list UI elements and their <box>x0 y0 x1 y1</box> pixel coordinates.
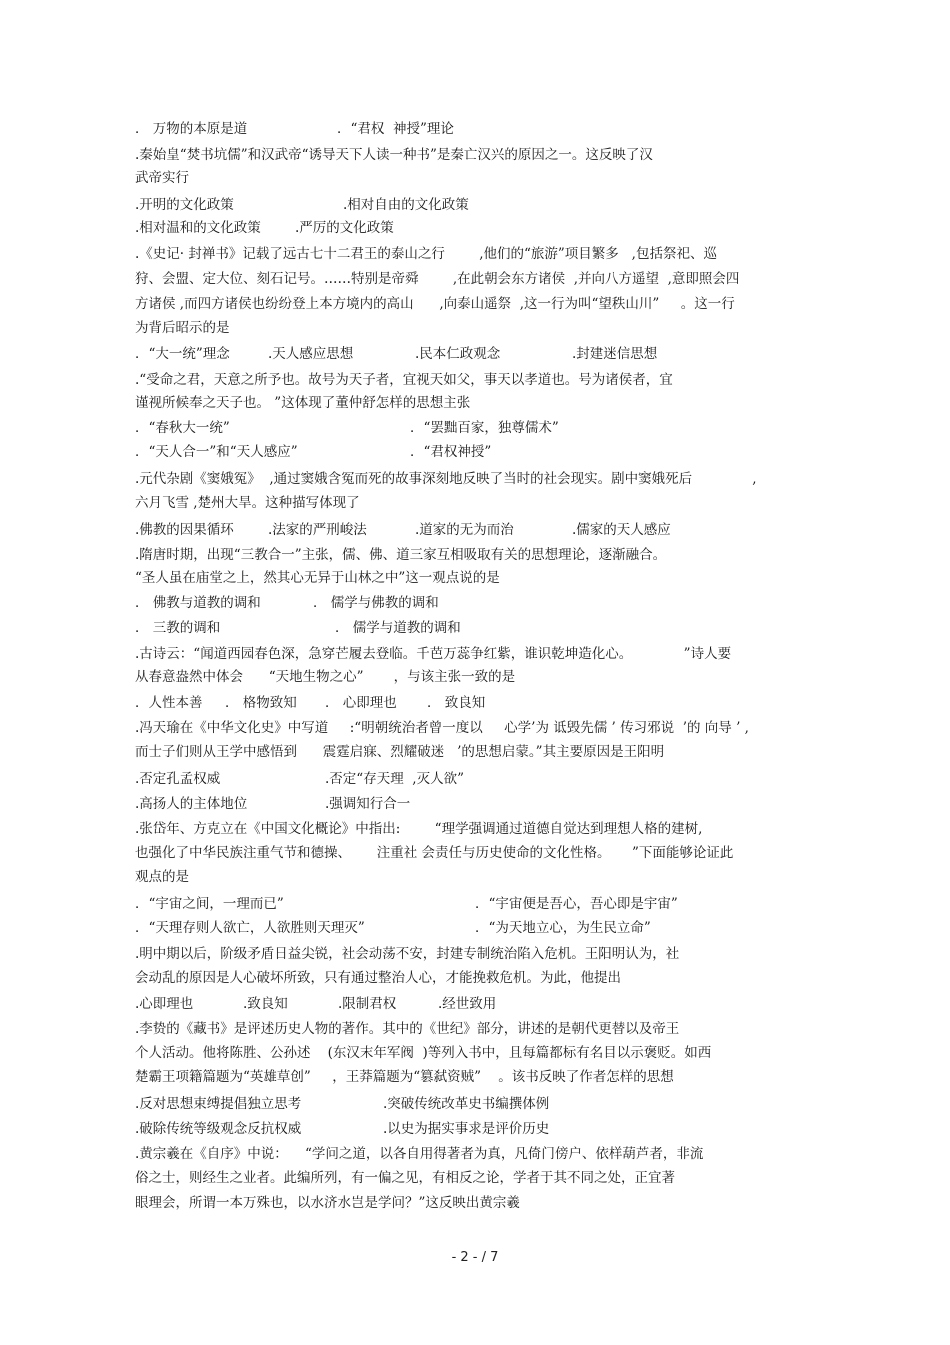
option-text: ．“罢黜百家，独尊儒术” <box>410 420 559 436</box>
option-text: .佛教的因果循环 <box>135 522 234 538</box>
text-line: .“受命之君，天意之所予也。故号为天子者，宜视天如父，事天以孝道也。号为诸侯者，宜 <box>135 372 673 388</box>
text-line: .古诗云：“闻道西园春色深，急穿芒履去登临。千芭万蕊争红紫，谁识乾坤造化心。 ”诗人要 <box>135 646 732 662</box>
option-text: .开明的文化政策 <box>135 197 234 213</box>
option-text: .民本仁政观念 <box>415 346 501 362</box>
text-line: 为背后昭示的是 <box>135 320 230 336</box>
option-text: ． 儒学与道教的调和 <box>335 620 461 636</box>
text-line: .黄宗羲在《自序》中说： “学问之道，以各自用得著者为真，凡倚门傍户、依样葫芦者，非流 <box>135 1146 704 1162</box>
option-text: .致良知 <box>243 996 288 1012</box>
option-text: .经世致用 <box>438 996 497 1012</box>
text-line: .元代杂剧《窦娥冤》 ,通过窦娥含冤而死的故事深刻地反映了当时的社会现实。剧中窦娥死后 , <box>135 471 757 487</box>
option-text: .破除传统等级观念反抗权威 <box>135 1121 302 1137</box>
option-text: .心即理也 <box>135 996 194 1012</box>
option-text: .法家的严刑峻法 <box>268 522 367 538</box>
option-text: .相对温和的文化政策 <box>135 220 261 236</box>
option-text: .突破传统改革史书编撰体例 <box>383 1096 550 1112</box>
option-text: .否定孔孟权威 <box>135 771 221 787</box>
option-text: ． 三教的调和 <box>135 620 221 636</box>
option-text: .道家的无为而治 <box>415 522 514 538</box>
option-text: .以史为据实事求是评价历史 <box>383 1121 550 1137</box>
option-text: ．“宇宙之间，一理而已” <box>135 896 284 912</box>
option-text: ． 致良知 <box>427 695 486 711</box>
option-text: .天人感应思想 <box>268 346 354 362</box>
option-text: ．“宇宙便是吾心，吾心即是宇宙” <box>475 896 678 912</box>
text-line: .李贽的《藏书》是评述历史人物的著作。其中的《世纪》部分，讲述的是朝代更替以及帝王 <box>135 1021 680 1037</box>
text-line: 狩、会盟、定大位、刻石记号。……特别是帝舜 ,在此朝会东方诸侯 ,并向八方遥望 ,意即照会四 <box>135 271 740 287</box>
option-text: ． 佛教与道教的调和 <box>135 595 261 611</box>
text-line: .冯天瑜在《中华文化史》中写道 :“明朝统治者曾一度以 心学’为 诋毁先儒 ’ 传习邪说 ’的 向导 ’ , <box>135 720 749 736</box>
text-line: 六月飞雪 ,楚州大旱。这种描写体现了 <box>135 495 360 511</box>
option-text: ． 格物致知 <box>225 695 297 711</box>
option-text: ．“天理存则人欲亡，人欲胜则天理灭” <box>135 920 365 936</box>
text-line: 观点的是 <box>135 869 189 885</box>
text-line: .《史记· 封禅书》记载了远古七十二君王的泰山之行 ,他们的“旅游”项目繁多 ,包括祭祀、巡 <box>135 246 717 262</box>
option-text: .儒家的天人感应 <box>572 522 671 538</box>
text-line: 会动乱的原因是人心破坏所致，只有通过整治人心，才能挽救危机。为此，他提出 <box>135 970 621 986</box>
option-text: ．“春秋大一统” <box>135 420 230 436</box>
option-text: ． 儒学与佛教的调和 <box>313 595 439 611</box>
text-line: “圣人虽在庙堂之上，然其心无异于山林之中”这一观点说的是 <box>135 570 500 586</box>
option-text: .封建迷信思想 <box>572 346 658 362</box>
text-line: 方诸侯 ,而四方诸侯也纷纷登上本方境内的高山 ,向泰山遥祭 ,这一行为叫“望秩山川” 。这一行 <box>135 296 735 312</box>
text-line: .秦始皇“焚书坑儒”和汉武帝“诱导天下人读一种书”是秦亡汉兴的原因之一。这反映了汉 <box>135 147 653 163</box>
option-text: ．“君权 神授”理论 <box>337 121 454 137</box>
text-line: 武帝实行 <box>135 170 189 186</box>
text-line: 而士子们则从王学中感悟到 震霆启寐、烈耀破迷 ’的思想启蒙。”其主要原因是王阳明 <box>135 744 665 760</box>
option-text: .限制君权 <box>338 996 397 1012</box>
text-line: .明中期以后，阶级矛盾日益尖锐，社会动荡不安，封建专制统治陷入危机。王阳明认为，社 <box>135 946 680 962</box>
text-line: 谨视所候奉之天子也。 ”这体现了董仲舒怎样的思想主张 <box>135 395 471 411</box>
page-number: - 2 - / 7 <box>451 1250 499 1265</box>
text-line: 也强化了中华民族注重气节和德操、 注重社 会责任与历史使命的文化性格。 ”下面能够论证此 <box>135 845 734 861</box>
option-text: ．“天人合一”和“天人感应” <box>135 444 298 460</box>
text-line: 楚霸王项籍篇题为“英雄草创” ，王莽篇题为“篡弑资贼” 。该书反映了作者怎样的思想 <box>135 1069 674 1085</box>
text-line: .张岱年、方克立在《中国文化概论》中指出: “理学强调通过道德自觉达到理想人格的建树, <box>135 821 703 837</box>
option-text: ．“大一统”理念 <box>135 346 230 362</box>
text-line: .隋唐时期，出现“三教合一”主张，儒、佛、道三家互相吸取有关的思想理论，逐渐融合。 <box>135 547 667 563</box>
option-text: .相对自由的文化政策 <box>343 197 469 213</box>
option-text: ．“君权神授” <box>410 444 492 460</box>
text-line: 个人活动。他将陈胜、公孙述 (东汉末年军阀 )等列入书中，且每篇都标有名目以示褒贬。如西 <box>135 1045 712 1061</box>
option-text: .高扬人的主体地位 <box>135 796 248 812</box>
text-line: 眼理会，所谓一本万殊也，以水济水岂是学问？”这反映出黄宗羲 <box>135 1195 520 1211</box>
option-text: .否定“存天理 ,灭人欲” <box>325 771 464 787</box>
text-line: 从春意盎然中体会 “天地生物之心” ，与该主张一致的是 <box>135 669 516 685</box>
option-text: ．“为天地立心，为生民立命” <box>475 920 651 936</box>
option-text: .强调知行合一 <box>325 796 411 812</box>
text-line: 俗之士，则经生之业者。此编所列，有一偏之见，有相反之论，学者于其不同之处，正宜著 <box>135 1170 675 1186</box>
option-text: .严厉的文化政策 <box>295 220 394 236</box>
option-text: ．人性本善 <box>135 695 203 711</box>
option-text: ． 心即理也 <box>325 695 397 711</box>
option-text: ． 万物的本原是道 <box>135 121 248 137</box>
option-text: .反对思想束缚提倡独立思考 <box>135 1096 302 1112</box>
